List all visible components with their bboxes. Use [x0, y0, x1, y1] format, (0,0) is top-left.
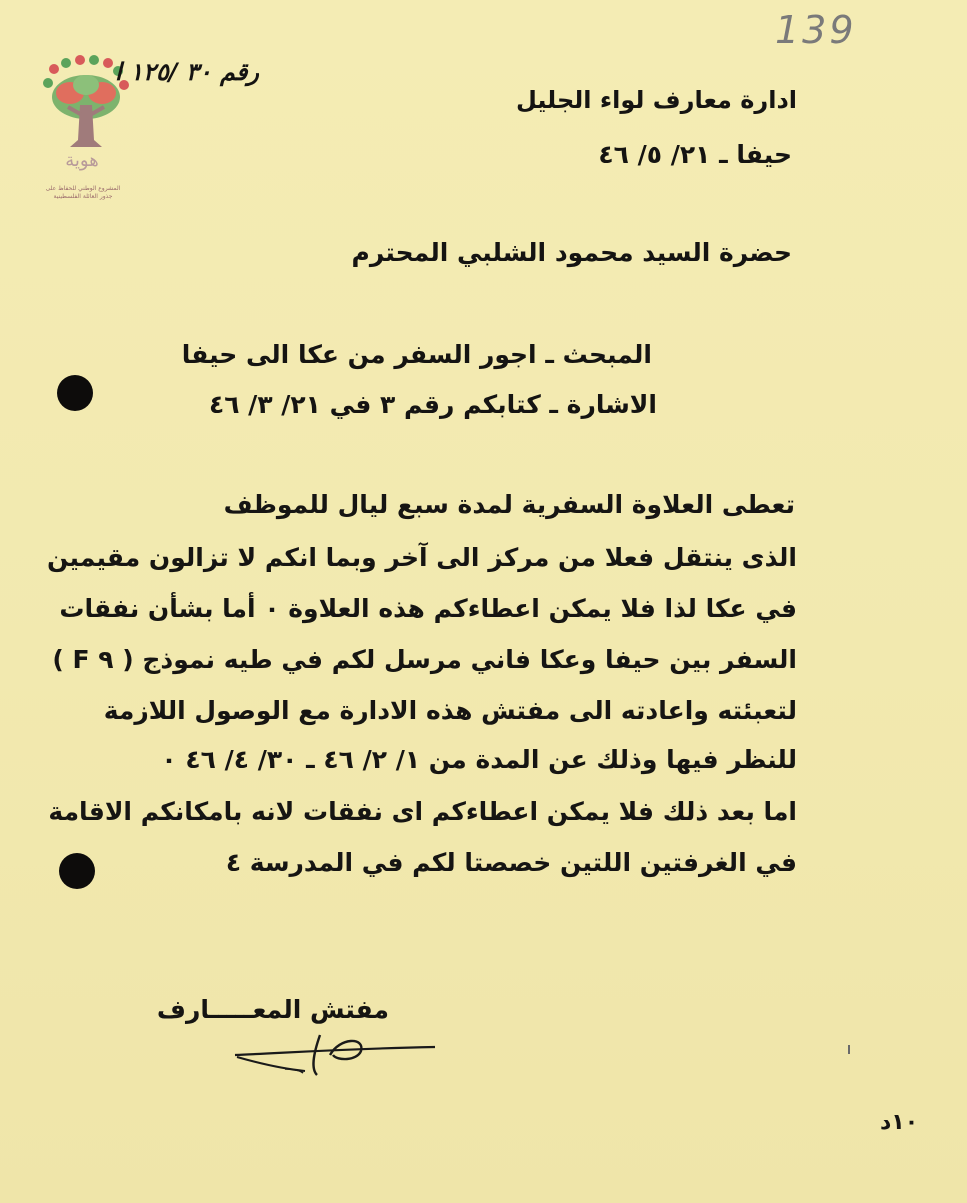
office-title: ادارة معارف لواء الجليل	[515, 86, 797, 114]
margin-mark	[848, 1045, 850, 1054]
signature-title: مفتش المعـــــارف	[156, 995, 389, 1024]
reference-number: رقم ٣٠ /١٢٥ ا	[115, 58, 259, 86]
body-line: السفر بين حيفا وعكا فاني مرسل لكم في طيه نموذج ( ٩ F )	[52, 645, 797, 674]
logo-caption: المشروع الوطني للحفاظ على جذور العائلة الفلسطينية	[45, 185, 121, 200]
body-line: الذى ينتقل فعلا من مركز الى آخر وبما انكم لا تزالون مقيمين	[47, 543, 797, 572]
place-date: حيفا ـ ٢١/ ٥/ ٤٦	[598, 140, 792, 169]
body-line: لتعبئته واعادته الى مفتش هذه الادارة مع الوصول اللازمة	[103, 696, 797, 725]
handwritten-signature	[225, 1025, 445, 1085]
footer-code: ١٠د	[880, 1110, 919, 1135]
body-line: تعطى العلاوة السفرية لمدة سبع ليال للموظف	[223, 490, 795, 519]
reference-line: الاشارة ـ كتابكم رقم ٣ في ٢١/ ٣/ ٤٦	[208, 390, 657, 419]
body-line: للنظر فيها وذلك عن المدة من ١/ ٢/ ٤٦ ـ ٣٠/ ٤/ ٤٦ ٠	[161, 745, 797, 774]
punch-hole-lower	[59, 853, 95, 889]
body-line: في عكا لذا فلا يمكن اعطاءكم هذه العلاوة ٠ أما بشأن نفقات	[59, 594, 797, 623]
body-line: اما بعد ذلك فلا يمكن اعطاءكم اى نفقات لانه بامكانكم الاقامة	[48, 797, 797, 826]
page-number: 139	[775, 8, 857, 52]
body-line: في الغرفتين اللتين خصصتا لكم في المدرسة ٤	[225, 848, 797, 877]
logo-name: هوية	[65, 150, 99, 171]
punch-hole-upper	[57, 375, 93, 411]
subject-line: المبحث ـ اجور السفر من عكا الى حيفا	[181, 340, 652, 369]
addressee: حضرة السيد محمود الشلبي المحترم	[351, 238, 792, 267]
